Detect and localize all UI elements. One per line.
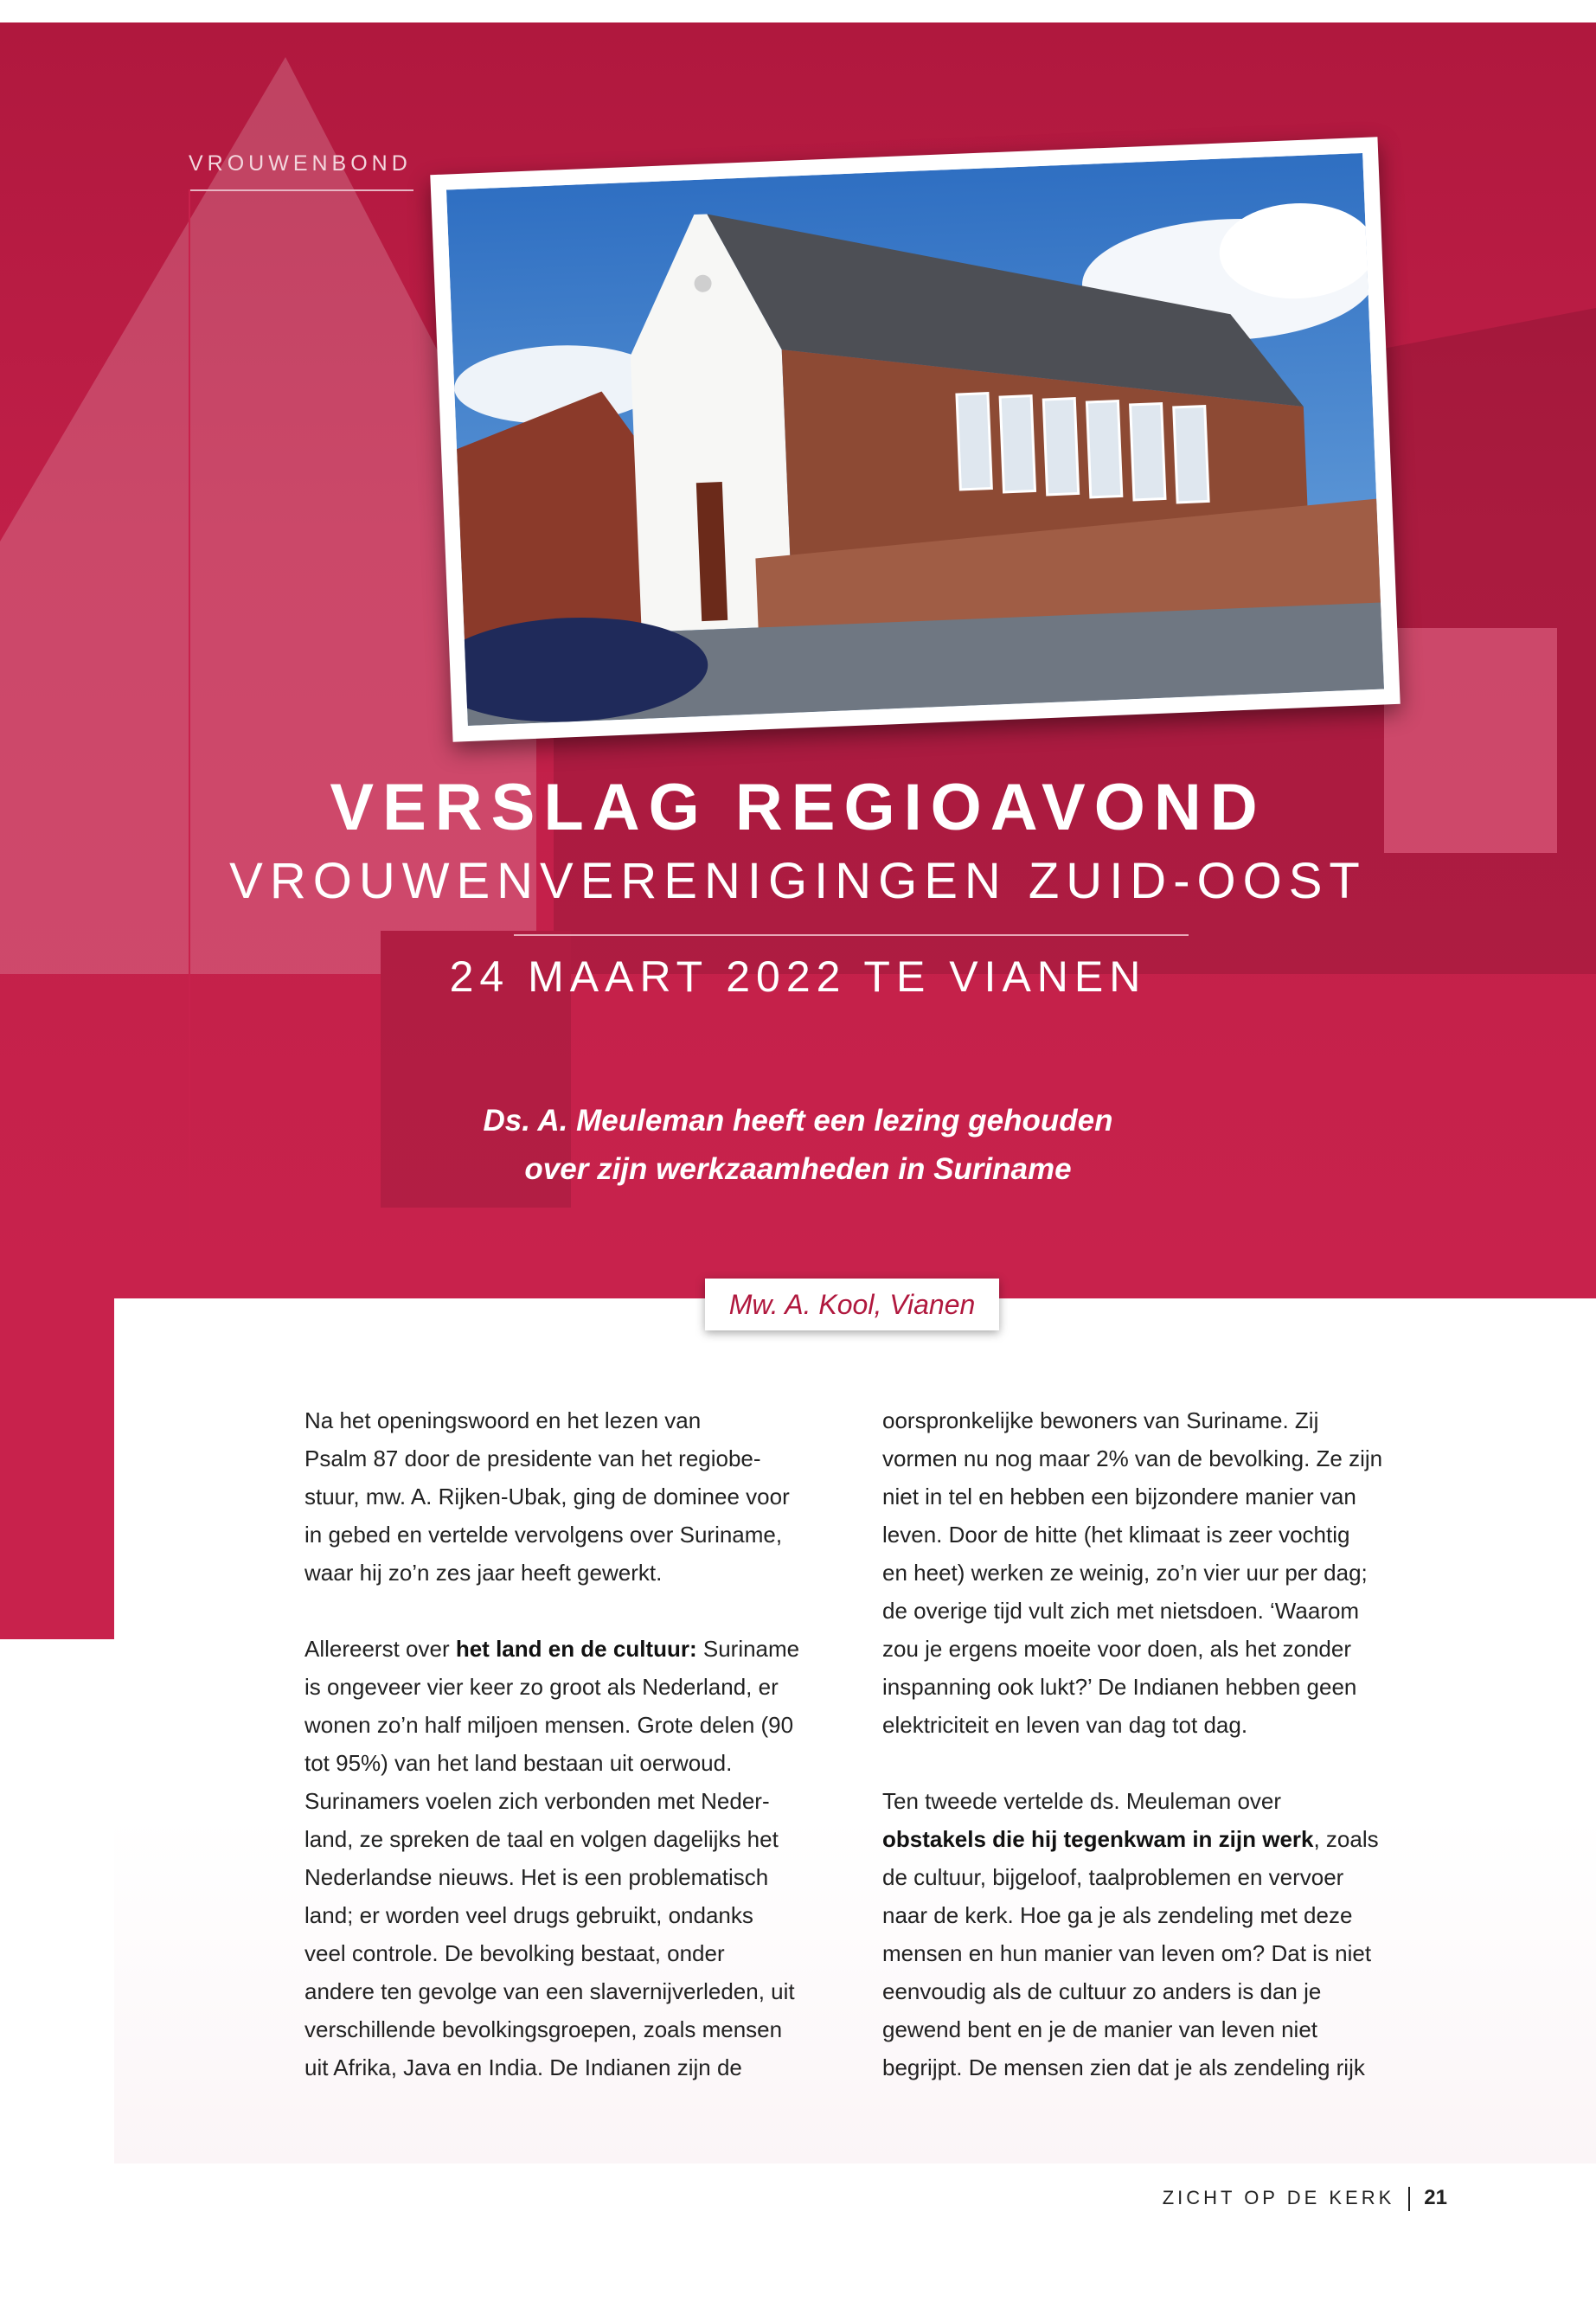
text-line (882, 1820, 1401, 1858)
text-line: in gebed en vertelde vervolgens over Suriname, (304, 1522, 783, 1548)
bold-phrase: het land en de cultuur: (455, 1636, 697, 1662)
text-line: stuur, mw. A. Rijken-Ubak, ging de dominee voor (304, 1484, 790, 1509)
text-line: mensen en hun manier van leven om? Dat is niet (882, 1940, 1372, 1966)
text-line: eenvoudig als de cultuur zo anders is dan je (882, 1978, 1322, 2004)
church-photo-illustration (446, 153, 1384, 726)
paragraph (304, 1401, 824, 1592)
text-run: Suriname (696, 1636, 800, 1662)
footer-separator (1408, 2187, 1410, 2211)
text-line: de cultuur, bijgeloof, taalproblemen en vervoer (882, 1864, 1344, 1890)
text-line: waar hij zo’n zes jaar heeft gewerkt. (304, 1560, 663, 1586)
text-line: Psalm 87 door de presidente van het regiobe- (304, 1445, 761, 1471)
text-line: zou je ergens moeite voor doen, als het zonder (882, 1636, 1352, 1662)
frame-rule-top (189, 189, 413, 191)
text-line: uit Afrika, Java en India. De Indianen zijn de (304, 2054, 742, 2080)
text-line: gewend bent en je de manier van leven niet (882, 2016, 1318, 2042)
text-line: veel controle. De bevolking bestaat, onder (304, 1940, 725, 1966)
event-date: 24 MAART 2022 TE VIANEN (449, 952, 1147, 1001)
text-line: is ongeveer vier keer zo groot als Nederland, er (304, 1674, 779, 1700)
text-line: andere ten gevolge van een slavernijverleden, uit (304, 1978, 795, 2004)
text-line: land; er worden veel drugs gebruikt, ondanks (304, 1902, 753, 1928)
left-accent-block (0, 1276, 114, 1639)
top-margin (0, 0, 1596, 22)
text-line: elektriciteit en leven van dag tot dag. (882, 1712, 1248, 1738)
lead-text (0, 1097, 1596, 1194)
text-run: Allereerst over (304, 1636, 456, 1662)
page-footer (1163, 2186, 1447, 2211)
text-line: Ten tweede vertelde ds. Meuleman over (882, 1788, 1282, 1814)
section-label: VROUWENBOND (189, 151, 412, 176)
author-byline: Mw. A. Kool, Vianen (705, 1279, 999, 1330)
text-line: inspanning ook lukt?’ De Indianen hebben geen (882, 1674, 1357, 1700)
page-number: 21 (1424, 2186, 1447, 2209)
lead-line: over zijn werkzaamheden in Suriname (524, 1152, 1072, 1186)
church-photo (430, 137, 1400, 741)
text-line (304, 1630, 824, 1668)
text-line: vormen nu nog maar 2% van de bevolking. Ze zijn (882, 1445, 1383, 1471)
text-line: leven. Door de hitte (het klimaat is zeer vochtig (882, 1522, 1350, 1548)
subheadline: VROUWENVERENIGINGEN ZUID-OOST (229, 853, 1367, 909)
text-line: verschillende bevolkingsgroepen, zoals mensen (304, 2016, 783, 2042)
text-line: Nederlandse nieuws. Het is een problematisch (304, 1864, 769, 1890)
text-line: land, ze spreken de taal en volgen dagelijks het (304, 1826, 779, 1852)
text-line: oorspronkelijke bewoners van Suriname. Zij (882, 1407, 1319, 1433)
text-run: , zoals (1313, 1826, 1379, 1852)
text-line: de overige tijd vult zich met nietsdoen. ‘Waarom (882, 1598, 1360, 1624)
paragraph (882, 1401, 1401, 1744)
text-line: niet in tel en hebben een bijzondere manier van (882, 1484, 1356, 1509)
bold-phrase: obstakels die hij tegenkwam in zijn werk (882, 1826, 1314, 1852)
magazine-name: ZICHT OP DE KERK (1162, 2187, 1395, 2208)
headline: VERSLAG REGIOAVOND (330, 771, 1266, 844)
text-line: wonen zo’n half miljoen mensen. Grote delen (90 (304, 1712, 794, 1738)
title-divider (514, 934, 1189, 936)
text-line: en heet) werken ze weinig, zo’n vier uur per dag; (882, 1560, 1368, 1586)
text-line: begrijpt. De mensen zien dat je als zendeling rijk (882, 2054, 1365, 2080)
column-right (882, 1401, 1401, 2125)
text-line: naar de kerk. Hoe ga je als zendeling met deze (882, 1902, 1353, 1928)
paragraph (304, 1630, 824, 2086)
text-line: tot 95%) van het land bestaan uit oerwoud. (304, 1750, 733, 1776)
column-left (304, 1401, 824, 2125)
text-line: Na het openingswoord en het lezen van (304, 1407, 702, 1433)
lead-line: Ds. A. Meuleman heeft een lezing gehouden (483, 1104, 1113, 1138)
paragraph (882, 1782, 1401, 2086)
text-line: Surinamers voelen zich verbonden met Neder- (304, 1788, 770, 1814)
